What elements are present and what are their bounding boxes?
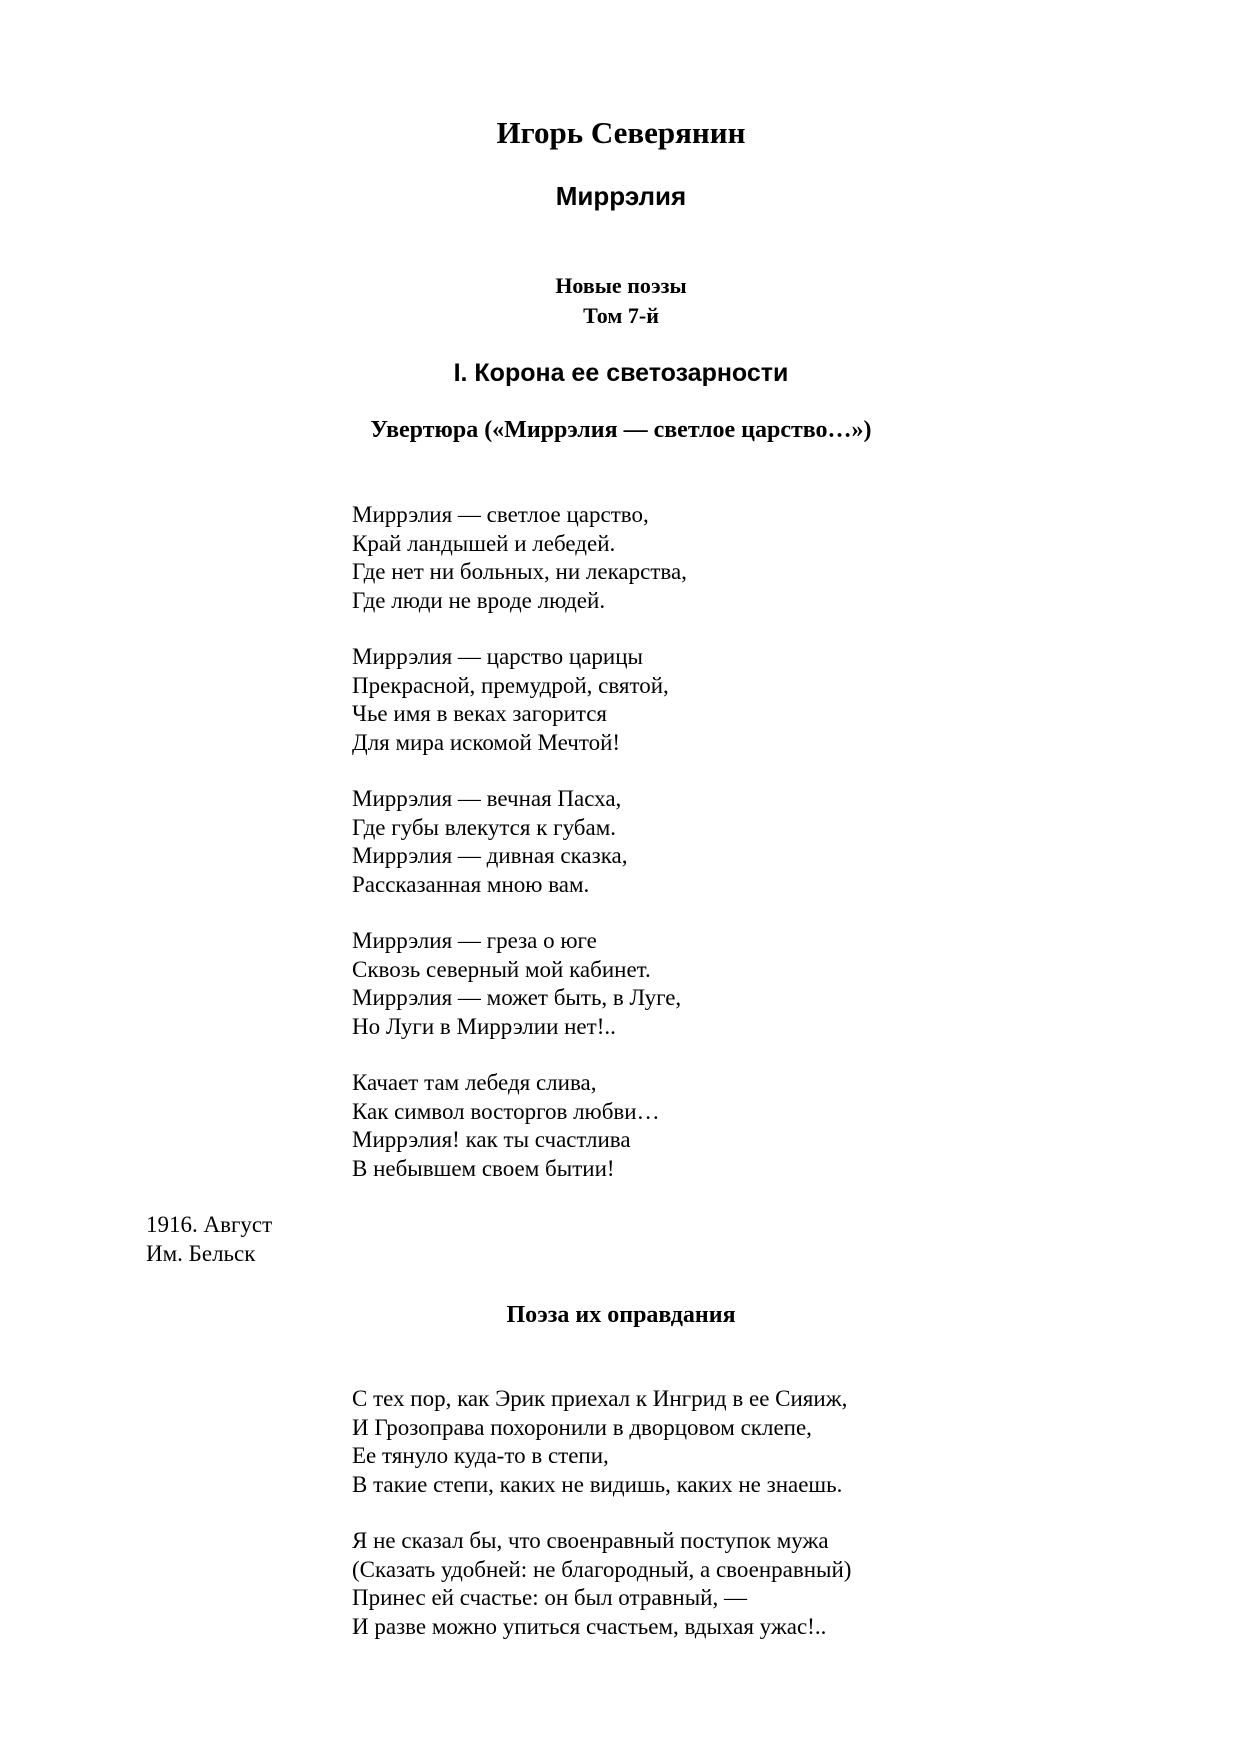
verse-line: С тех пор, как Эрик приехал к Ингрид в ее Сияиж, (352, 1386, 848, 1411)
poem-stanza (352, 1069, 660, 1183)
poem-stanza (352, 643, 669, 757)
poem-date: 1916. Август (146, 1212, 273, 1237)
verse-line: Рассказанная мною вам. (352, 871, 590, 897)
section-title: I. Корона ее светозарности (453, 359, 789, 387)
verse-line: Принес ей счастье: он был отравный, — (352, 1585, 747, 1610)
verse-line: В такие степи, каких не видишь, каких не знаешь. (352, 1471, 843, 1497)
poem-title: Увертюра («Миррэлия — светлое царство…») (370, 417, 872, 443)
verse-line: (Сказать удобней: не благородный, а своенравный) (352, 1556, 852, 1582)
verse-line: Миррэлия! как ты счастлива (352, 1127, 631, 1152)
verse-line: Я не сказал бы, что своенравный поступок мужа (352, 1528, 829, 1553)
verse-line: Миррэлия — может быть, в Луге, (352, 985, 682, 1010)
verse-line: И Грозоправа похоронили в дворцовом склепе, (352, 1414, 812, 1440)
verse-line: Чье имя в веках загорится (352, 701, 607, 726)
verse-line: Миррэлия — греза о юге (352, 928, 597, 953)
volume-subtitle (0, 271, 1242, 331)
verse-line: Где губы влекутся к губам. (352, 814, 616, 840)
verse-line: Миррэлия — царство царицы (352, 644, 643, 669)
poem-stanza (352, 927, 681, 1041)
poem-place: Им. Бельск (146, 1240, 256, 1266)
verse-line: Качает там лебедя слива, (352, 1070, 597, 1095)
verse-line: И разве можно упиться счастьем, вдыхая ужас!.. (352, 1613, 827, 1639)
verse-line: Ее тянуло куда-то в степи, (352, 1443, 609, 1468)
verse-line: Для мира искомой Мечтой! (352, 729, 621, 755)
verse-line: В небывшем своем бытии! (352, 1155, 615, 1181)
verse-line: Миррэлия — светлое царство, (352, 502, 649, 527)
poem-stanza (352, 1385, 847, 1499)
poem-dateline (146, 1211, 272, 1268)
author-name: Игорь Северянин (496, 115, 746, 150)
verse-line: Край ландышей и лебедей. (352, 530, 616, 556)
book-title: Миррэлия (555, 181, 687, 211)
poem-stanza (352, 785, 627, 899)
verse-line: Миррэлия — дивная сказка, (352, 843, 628, 868)
poem-title: Поэза их оправдания (506, 1302, 736, 1328)
subtitle-line: Новые поэзы (555, 273, 687, 298)
poem-stanza (352, 501, 687, 615)
verse-line: Где люди не вроде людей. (352, 587, 606, 613)
verse-line: Как символ восторгов любви… (352, 1098, 660, 1124)
verse-line: Где нет ни больных, ни лекарства, (352, 559, 687, 584)
verse-line: Сквозь северный мой кабинет. (352, 956, 651, 982)
verse-line: Но Луги в Миррэлии нет!.. (352, 1013, 616, 1039)
verse-line: Прекрасной, премудрой, святой, (352, 672, 669, 698)
subtitle-line: Том 7-й (583, 303, 659, 328)
poem-stanza (352, 1527, 851, 1641)
verse-line: Миррэлия — вечная Пасха, (352, 786, 622, 811)
